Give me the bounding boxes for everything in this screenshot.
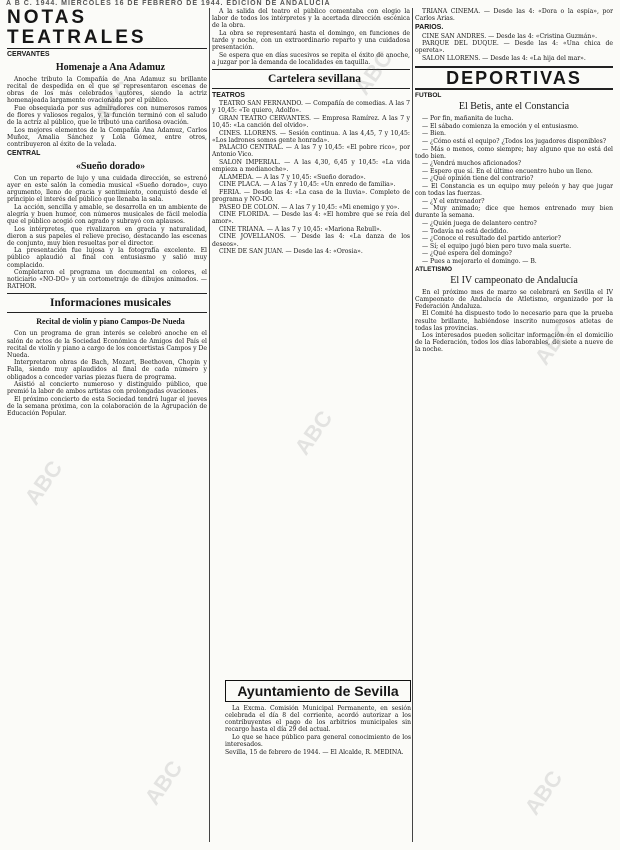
watermark-mark: ABC [89, 76, 138, 130]
article-headline: El IV campeonato de Andalucía [450, 274, 578, 286]
cartelera-box [212, 69, 410, 89]
interview-line: — Bien. [422, 130, 446, 138]
interview-line: — ¿Cómo está el equipo? ¿Todos los jugadores disponibles? [422, 137, 607, 145]
article-headline: Homenaje a Ana Adamuz [55, 62, 166, 73]
article-paragraph: Anoche tributo la Compañía de Ana Adamuz su brillante recital de despedida en el que se representaron escenas de obras de los más celebrados autores, siendo la actriz homenajeada largamente ovacionada por el público. [7, 76, 207, 105]
interview-line: — Todavía no está decidido. [422, 227, 509, 235]
article-paragraph: Los mejores elementos de la Compañía Ana Adamuz, Carlos Muñoz, Amalia Sánchez y Lola Gómez, entre otros, contribuyeron al éxito de la velada. [7, 126, 207, 148]
column-rule [412, 8, 413, 842]
cartelera-title: Cartelera sevillana [268, 72, 361, 85]
interview-line: — El sábado comienza la emoción y el entusiasmo. [422, 122, 579, 130]
watermark-mark: ABC [289, 406, 338, 460]
interview-line: — El Constancia es un equipo muy peleón y hay que jugar con todas las fuerzas. [415, 183, 613, 198]
article-paragraph: El próximo concierto de esta Sociedad tendrá lugar el jueves de la semana próxima, con la colaboración de la Agrupación de Educación Popular. [7, 395, 207, 417]
listing-item: TEATRO SAN FERNANDO. — Compañía de comedias. A las 7 y 10,45: «Te quiero, Adolfo». [212, 100, 410, 115]
article-paragraph: Los intérpretes, que rivalizaron en gracia y naturalidad, dieron a sus papeles el relieve preciso, destacando las escenas de conjunto, muy bien resueltas por el director. [7, 225, 207, 247]
watermark-mark: ABC [19, 456, 68, 510]
venue-label: CENTRAL [7, 149, 41, 157]
interview-line: — ¿Qué espera del domingo? [422, 250, 512, 258]
column-left [7, 8, 207, 844]
listing-item: PALACIO CENTRAL. — A las 7 y 10,45: «El pobre rico», por Antonio Vico. [212, 144, 410, 159]
listing-item: SALON IMPERIAL. — A las 4,30, 6,45 y 10,45: «La vida empieza a medianoche». [212, 159, 410, 174]
section-title: NOTAS TEATRALES [7, 8, 207, 49]
interview-line: — ¿Y el entrenador? [422, 197, 485, 205]
interview-line: — Muy animado; dice que hemos entrenado muy bien durante la semana. [415, 205, 613, 220]
interview-line: — ¿Vendrá muchos aficionados? [422, 160, 522, 168]
column-middle [212, 8, 410, 676]
listing-item: PASEO DE COLON. — A las 7 y 10,45: «Mi enemigo y yo». [219, 203, 400, 211]
ayuntamiento-title: Ayuntamiento de Sevilla [225, 680, 411, 702]
listing-item: CINES. LLORENS. — Sesión continua. A las 4,45, 7 y 10,45: «Los ladrones somos gente honrada». [212, 129, 410, 144]
article-paragraph: La presentación fue lujosa y la fotografía excelente. El público aplaudió al final con entusiasmo y salió muy complacido. [7, 247, 207, 269]
deportivas-title: DEPORTIVAS [415, 66, 613, 90]
sport-label: FUTBOL [415, 92, 442, 100]
venue-label: CERVANTES [7, 51, 50, 58]
sport-label: ATLETISMO [415, 265, 453, 273]
article-subheadline: Recital de violín y piano Campos-De Nueda [36, 317, 185, 327]
listing-item: CINE TRIANA. — A las 7 y 10,45: «Mariona Rebull». [219, 225, 382, 233]
notice-signature: Sevilla, 15 de febrero de 1944. — El Alcalde, R. MEDINA. [225, 748, 404, 756]
listing-item: PARQUE DEL DUQUE. — Desde las 4: «Una chica de opereta». [415, 40, 613, 55]
article-paragraph: Interpretaron obras de Bach, Mozart, Beethoven, Chopin y Falla, siendo muy aplaudidos al final de cada número y obligados a conceder varias piezas fuera de programa. [7, 359, 207, 381]
page-masthead: A B C. 1944. MIERCOLES 16 DE FEBRERO DE 1944. EDICION DE ANDALUCIA [6, 0, 331, 7]
listing-item: ALAMEDA. — A las 7 y 10,45: «Sueño dorado». [219, 173, 366, 181]
article-paragraph: El Comité ha dispuesto todo lo necesario para que la prueba resulte brillante, habiéndose inscrito numerosos atletas de todas las provincias. [415, 310, 613, 332]
listing-item: TRIANA CINEMA. — Desde las 4: «Dora o la espía», por Carlos Arias. [415, 8, 613, 23]
listing-item: CINE PLACA. — A las 7 y 10,45: «Un enredo de familia». [219, 181, 396, 189]
watermark-mark: ABC [349, 46, 398, 100]
article-paragraph: Fue obsequiada por sus admiradores con numerosos ramos de flores y valiosos regalos, y la función terminó con el saludo de la actriz al público, que le tributó una cariñosa ovación. [7, 104, 207, 127]
article-paragraph: A la salida del teatro el público comentaba con elogio la labor de todos los intérpretes y la acertada dirección escénica de la obra. [212, 8, 410, 30]
interview-line: — ¿Qué opinión tiene del contrario? [422, 175, 534, 183]
interview-line: — Por fin, mañanita de lucha. [422, 115, 514, 123]
article-paragraph: Con un programa de gran interés se celebró anoche en el salón de actos de la Sociedad Económica de Amigos del País el recital de violín y piano a cargo de los concertistas Campos y De Nueda. [7, 330, 207, 359]
article-paragraph: Se espera que en días sucesivos se repita el éxito de anoche, a juzgar por la demanda de localidades en taquilla. [212, 51, 410, 66]
listing-item: CINE FLORIDA. — Desde las 4: «El hombre que se reía del amor». [212, 211, 410, 226]
listing-label: PARIOS. [415, 24, 444, 32]
notice-paragraph: Lo que se hace público para general conocimiento de los interesados. [225, 733, 411, 748]
article-paragraph: En el próximo mes de marzo se celebrará en Sevilla el IV Campeonato de Andalucía de Atletismo, organizado por la Federación Andaluza. [415, 288, 613, 310]
article-paragraph: La obra se representará hasta el domingo, en funciones de tarde y noche, con un extraordinario reparto y una cuidadosa presentación. [212, 29, 410, 51]
article-paragraph: Asistió al concierto numeroso y distinguido público, que premió la labor de ambos artistas con prolongadas ovaciones. [7, 381, 207, 396]
column-rule [209, 8, 210, 842]
watermark-mark: ABC [139, 756, 188, 810]
article-paragraph: Con un reparto de lujo y una cuidada dirección, se estrenó ayer en este salón la comedia musical «Sueño dorado», cuyo argumento, lleno de gracia y sentimiento, conquistó desde el principio el interés del público que llenaba la sala. [7, 174, 207, 204]
column-right [415, 8, 613, 844]
article-paragraph: La acción, sencilla y amable, se desarrolla en un ambiente de alegría y buen humor, con números musicales de fácil melodía que el público acogió con agrado y subrayó con aplausos. [7, 203, 207, 225]
cartelera-label: TEATROS [212, 91, 245, 99]
listing-item: CINE JOVELLANOS. — Desde las 4: «La danza de los deseos». [212, 233, 410, 248]
listing-item: CINE DE SAN JUAN. — Desde las 4: «Orosia». [219, 248, 363, 256]
interview-line: — Más o menos, como siempre; hay alguno que no está del todo bien. [415, 145, 613, 160]
music-section-box [7, 293, 207, 313]
listing-item: FERIA. — Desde las 4: «La casa de la lluvia». Completo de programa y NO-DO. [212, 188, 410, 203]
article-paragraph: Los interesados pueden solicitar información en el domicilio de la Federación, todos los días laborables, de siete a nueve de la noche. [415, 332, 613, 354]
watermark-mark: ABC [529, 316, 578, 370]
listing-item: SALON LLORENS. — Desde las 4: «La hija del mar». [422, 54, 586, 62]
listing-item: CINE SAN ANDRES. — Desde las 4: «Cristina Guzmán». [422, 32, 598, 40]
article-headline: El Betis, ante el Constancia [458, 101, 570, 113]
article-paragraph: Completaron el programa un documental en colores, el noticiario «NO-DO» y un cortometraje de dibujos animados. —RATHOR. [7, 269, 207, 291]
article-headline: «Sueño dorado» [75, 160, 146, 172]
interview-line: — Espero que sí. En el último encuentro hubo un lleno. [422, 167, 593, 175]
interview-line: — Pues a mejorarlo el domingo. — B. [422, 257, 537, 265]
interview-line: — ¿Conoce el resultado del partido anterior? [422, 235, 561, 243]
interview-line: — ¿Quién juega de delantero centro? [422, 219, 537, 227]
interview-line: — Sí; el equipo jugó bien pero tuvo mala suerte. [422, 242, 572, 250]
ayuntamiento-notice [225, 680, 411, 842]
listing-item: GRAN TEATRO CERVANTES. — Empresa Ramírez. A las 7 y 10,45: «La canción del olvido». [212, 114, 410, 130]
section-headline: Informaciones musicales [49, 297, 172, 310]
notice-paragraph: La Excma. Comisión Municipal Permanente, en sesión celebrada el día 8 del corriente, acordó autorizar a los contribuyentes el pago de los arbitrios municipales sin recargo hasta el día 29 del actual. [225, 705, 411, 734]
watermark-mark: ABC [519, 766, 568, 820]
